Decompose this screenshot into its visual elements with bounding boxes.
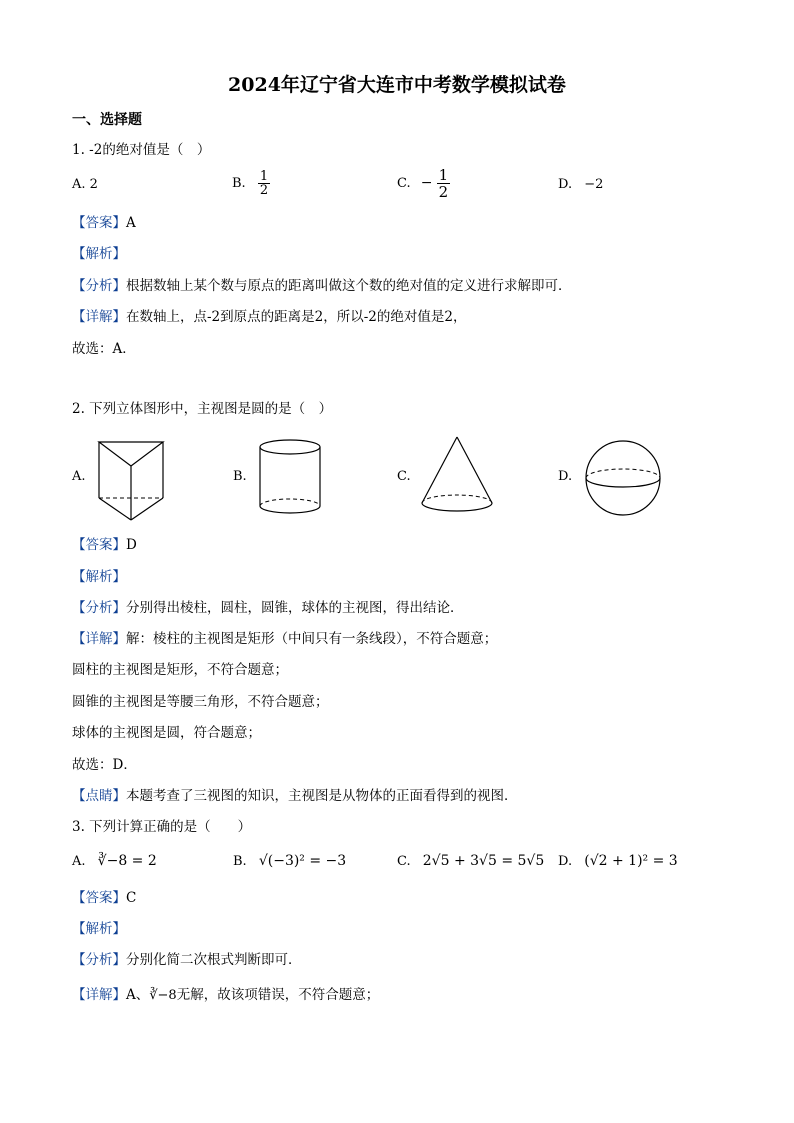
q2-fenxi: [72, 599, 464, 617]
xiangjie-text: 解：棱柱的主视图是矩形（中间只有一条线段），不符合题意；: [126, 631, 498, 647]
answer-tag: 【答案】: [72, 215, 126, 231]
triangular-prism-figure: [95, 438, 167, 522]
xiangjie-tag: 【详解】: [72, 309, 126, 325]
q2-option-d-label: D.: [558, 469, 573, 484]
fraction-denominator: 2: [438, 183, 449, 201]
q1-fenxi: [72, 277, 572, 295]
fraction-denominator: 2: [259, 183, 269, 198]
q1-xiangjie: [72, 308, 466, 326]
option-expression: ∛−8 = 2: [97, 853, 157, 869]
q1-answer: [72, 214, 136, 232]
option-expression: 2√5 + 3√5 = 5√5: [422, 853, 545, 869]
xiangjie-math: ∛−8: [149, 988, 177, 1003]
fraction-numerator: 1: [438, 166, 449, 184]
cylinder-figure: [257, 438, 323, 518]
fenxi-tag: 【分析】: [72, 278, 126, 294]
fenxi-text: 根据数轴上某个数与原点的距离叫做这个数的绝对值的定义进行求解即可．: [126, 278, 572, 294]
q1-choose: 故选：A．: [72, 341, 136, 357]
q2-line2: 圆柱的主视图是矩形，不符合题意；: [72, 662, 288, 678]
cone-figure: [419, 435, 495, 521]
option-label: B.: [233, 854, 247, 869]
q1-option-d: [558, 177, 603, 192]
option-label: B.: [232, 176, 246, 191]
q2-choose: 故选：D．: [72, 757, 137, 773]
option-label: C.: [397, 854, 411, 869]
q3-stem: 3. 下列计算正确的是（ ）: [72, 819, 252, 835]
option-label: C.: [397, 176, 411, 191]
fraction-numerator: 1: [259, 169, 269, 184]
analysis-tag: 【解析】: [72, 569, 126, 585]
q2-answer: [72, 536, 137, 554]
option-label: A.: [72, 854, 86, 869]
q3-option-c: [397, 853, 544, 869]
q2-line4: 球体的主视图是圆，符合题意；: [72, 725, 261, 741]
section-heading: 一、选择题: [72, 112, 142, 128]
q3-option-a: [72, 853, 157, 869]
q1-analysis-tag: [72, 245, 126, 263]
q2-option-b-label: B.: [233, 469, 247, 484]
option-expression: (√2 + 1)² = 3: [584, 853, 678, 869]
option-expression: √(−3)² = −3: [258, 853, 347, 869]
option-label: A.: [72, 177, 86, 192]
q1-stem: 1. -2的绝对值是（ ）: [72, 142, 211, 158]
option-label: D.: [558, 854, 573, 869]
q3-option-b: [233, 853, 346, 869]
q2-xiangjie: [72, 630, 497, 648]
option-value: −2: [584, 177, 604, 192]
answer-value: D: [126, 537, 137, 553]
xiangjie-text: 无解，故该项错误，不符合题意；: [176, 987, 380, 1003]
q3-answer: [72, 889, 136, 907]
q3-fenxi: [72, 951, 302, 969]
q1-option-c: [397, 167, 450, 200]
dianjing-tag: 【点睛】: [72, 788, 126, 804]
q2-option-a-label: A.: [72, 469, 86, 484]
xiangjie-tag: 【详解】: [72, 631, 126, 647]
sphere-figure: [583, 438, 663, 518]
q1-option-a: [72, 177, 98, 192]
xiangjie-tag: 【详解】: [72, 987, 126, 1003]
answer-value: C: [126, 890, 137, 906]
fenxi-text: 分别化简二次根式判断即可．: [126, 952, 302, 968]
q3-xiangjie: [72, 986, 379, 1005]
option-value: 2: [89, 177, 98, 192]
xiangjie-text: 在数轴上，点-2到原点的距离是2，所以-2的绝对值是2，: [126, 309, 467, 325]
dianjing-text: 本题考查了三视图的知识，主视图是从物体的正面看得到的视图．: [126, 788, 518, 804]
q2-analysis-tag: [72, 568, 126, 586]
page-title: 2024年辽宁省大连市中考数学模拟试卷: [228, 74, 566, 96]
fenxi-tag: 【分析】: [72, 600, 126, 616]
q3-option-d: [558, 853, 678, 869]
q2-dianjing: [72, 787, 518, 805]
answer-value: A: [126, 215, 136, 231]
option-sign: −: [420, 175, 433, 191]
q2-stem: 2. 下列立体图形中，主视图是圆的是（ ）: [72, 401, 333, 417]
option-label: D.: [558, 177, 573, 192]
q3-analysis-tag: [72, 920, 126, 938]
q1-option-b: [232, 170, 270, 197]
answer-tag: 【答案】: [72, 537, 126, 553]
analysis-tag: 【解析】: [72, 246, 126, 262]
q2-line3: 圆锥的主视图是等腰三角形，不符合题意；: [72, 694, 329, 710]
q2-option-c-label: C.: [397, 469, 411, 484]
xiangjie-prefix: A、: [126, 987, 150, 1003]
answer-tag: 【答案】: [72, 890, 126, 906]
fenxi-text: 分别得出棱柱，圆柱，圆锥，球体的主视图，得出结论．: [126, 600, 464, 616]
fenxi-tag: 【分析】: [72, 952, 126, 968]
analysis-tag: 【解析】: [72, 921, 126, 937]
